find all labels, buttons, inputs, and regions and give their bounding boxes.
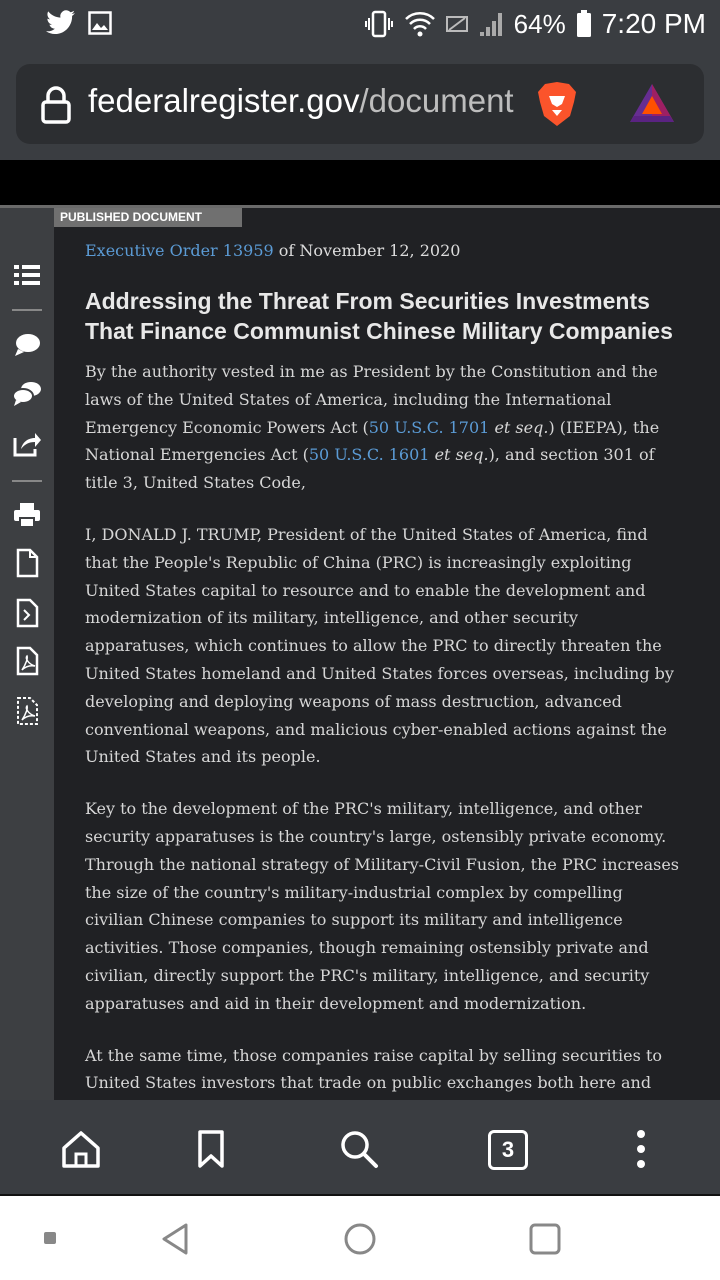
bookmark-icon[interactable] bbox=[190, 1128, 232, 1170]
status-bar bbox=[0, 0, 720, 50]
twitter-icon bbox=[46, 10, 76, 36]
browser-toolbar bbox=[0, 50, 720, 160]
url-text[interactable] bbox=[88, 82, 514, 120]
sidebar-separator bbox=[12, 309, 42, 311]
system-navigation-bar bbox=[0, 1196, 720, 1280]
sidebar-separator bbox=[12, 480, 42, 482]
recents-icon[interactable] bbox=[528, 1222, 562, 1256]
dev-tools-icon[interactable] bbox=[12, 696, 42, 726]
tab-count: 3 bbox=[488, 1130, 528, 1170]
document-sidebar bbox=[0, 208, 54, 1100]
print-icon[interactable] bbox=[12, 500, 42, 530]
url-path: /document bbox=[359, 82, 514, 119]
pdf-icon[interactable] bbox=[12, 646, 42, 676]
brave-rewards-icon[interactable] bbox=[628, 82, 676, 124]
paragraph-key-development: Key to the development of the PRC's military, intelligence, and other security apparatuses is the country's large, ostensibly private economy. Through the national strategy of Military-Civil Fusion, the PRC increases the size of the country's military-industrial complex by compelling civilian Chinese companies to support its military and intelligence activities. Those companies, though remaining ostensibly private and civilian, directly support the PRC's military, intelligence, and security apparatuses and aid in their development and modernization. bbox=[85, 799, 680, 1013]
signal-icon bbox=[478, 10, 504, 38]
search-icon[interactable] bbox=[338, 1128, 380, 1170]
executive-order-date: of November 12, 2020 bbox=[273, 241, 461, 260]
text-span: ) (IEEPA), the National Emergencies Act ( bbox=[85, 417, 660, 465]
system-dot bbox=[44, 1232, 56, 1244]
wifi-icon bbox=[404, 9, 436, 39]
executive-order-line bbox=[85, 240, 685, 262]
xml-icon[interactable] bbox=[12, 598, 42, 628]
et-seq: et seq. bbox=[494, 417, 549, 437]
more-menu-icon[interactable] bbox=[620, 1128, 662, 1170]
paragraph-capital: At the same time, those companies raise capital by selling securities to United States investors that trade on public exchanges both here and bbox=[85, 1045, 662, 1093]
share-icon[interactable] bbox=[12, 428, 42, 458]
home-icon[interactable] bbox=[60, 1128, 102, 1170]
home-nav-icon[interactable] bbox=[343, 1222, 377, 1256]
comment-icon[interactable] bbox=[12, 330, 42, 360]
back-icon[interactable] bbox=[160, 1222, 190, 1256]
text-span: By the authority vested in me as President by the Constitution and the laws of the United States of America, including the International Emergency Economic Powers Act ( bbox=[85, 362, 658, 437]
usc-1701-link[interactable]: 50 U.S.C. 1701 bbox=[368, 417, 490, 437]
brave-shields-icon[interactable] bbox=[536, 80, 578, 128]
image-icon bbox=[88, 11, 112, 35]
browser-bottom-toolbar bbox=[0, 1100, 720, 1196]
document-title: Addressing the Threat From Securities Investments That Finance Communist Chinese Military Companies bbox=[85, 288, 673, 344]
no-sim-icon bbox=[446, 16, 468, 32]
text-span: ), and section 301 of title 3, United States Code, bbox=[85, 445, 655, 493]
paragraph-authority bbox=[85, 358, 685, 497]
url-domain: federalregister.gov bbox=[88, 82, 360, 119]
contents-icon[interactable] bbox=[12, 260, 42, 290]
comments-icon[interactable] bbox=[12, 378, 42, 408]
vibrate-icon bbox=[364, 9, 394, 39]
executive-order-link[interactable]: Executive Order 13959 bbox=[85, 241, 274, 260]
usc-1601-link[interactable]: 50 U.S.C. 1601 bbox=[308, 445, 430, 465]
clock: 7:20 PM bbox=[601, 8, 706, 39]
battery-percent: 64% bbox=[513, 8, 566, 39]
paragraph-finding: I, DONALD J. TRUMP, President of the United States of America, find that the People's Republic of China (PRC) is increasingly exploiting United States capital to resource and to enable the development and modernization of its military, intelligence, and other security apparatuses, which continues to allow the PRC to directly threaten the United States homeland and United States forces overseas, including by developing and deploying weapons of mass destruction, advanced conventional weapons, and malicious cyber-enabled actions against the United States and its people. bbox=[85, 524, 674, 767]
tabs-button[interactable] bbox=[486, 1128, 528, 1170]
document-icon[interactable] bbox=[12, 548, 42, 578]
page-header-strip bbox=[0, 160, 720, 205]
et-seq: et seq. bbox=[434, 445, 489, 465]
published-document-badge: PUBLISHED DOCUMENT bbox=[54, 208, 242, 227]
battery-icon bbox=[576, 10, 592, 38]
url-bar[interactable] bbox=[16, 64, 704, 144]
document-content bbox=[54, 208, 720, 1100]
lock-icon bbox=[40, 86, 72, 124]
